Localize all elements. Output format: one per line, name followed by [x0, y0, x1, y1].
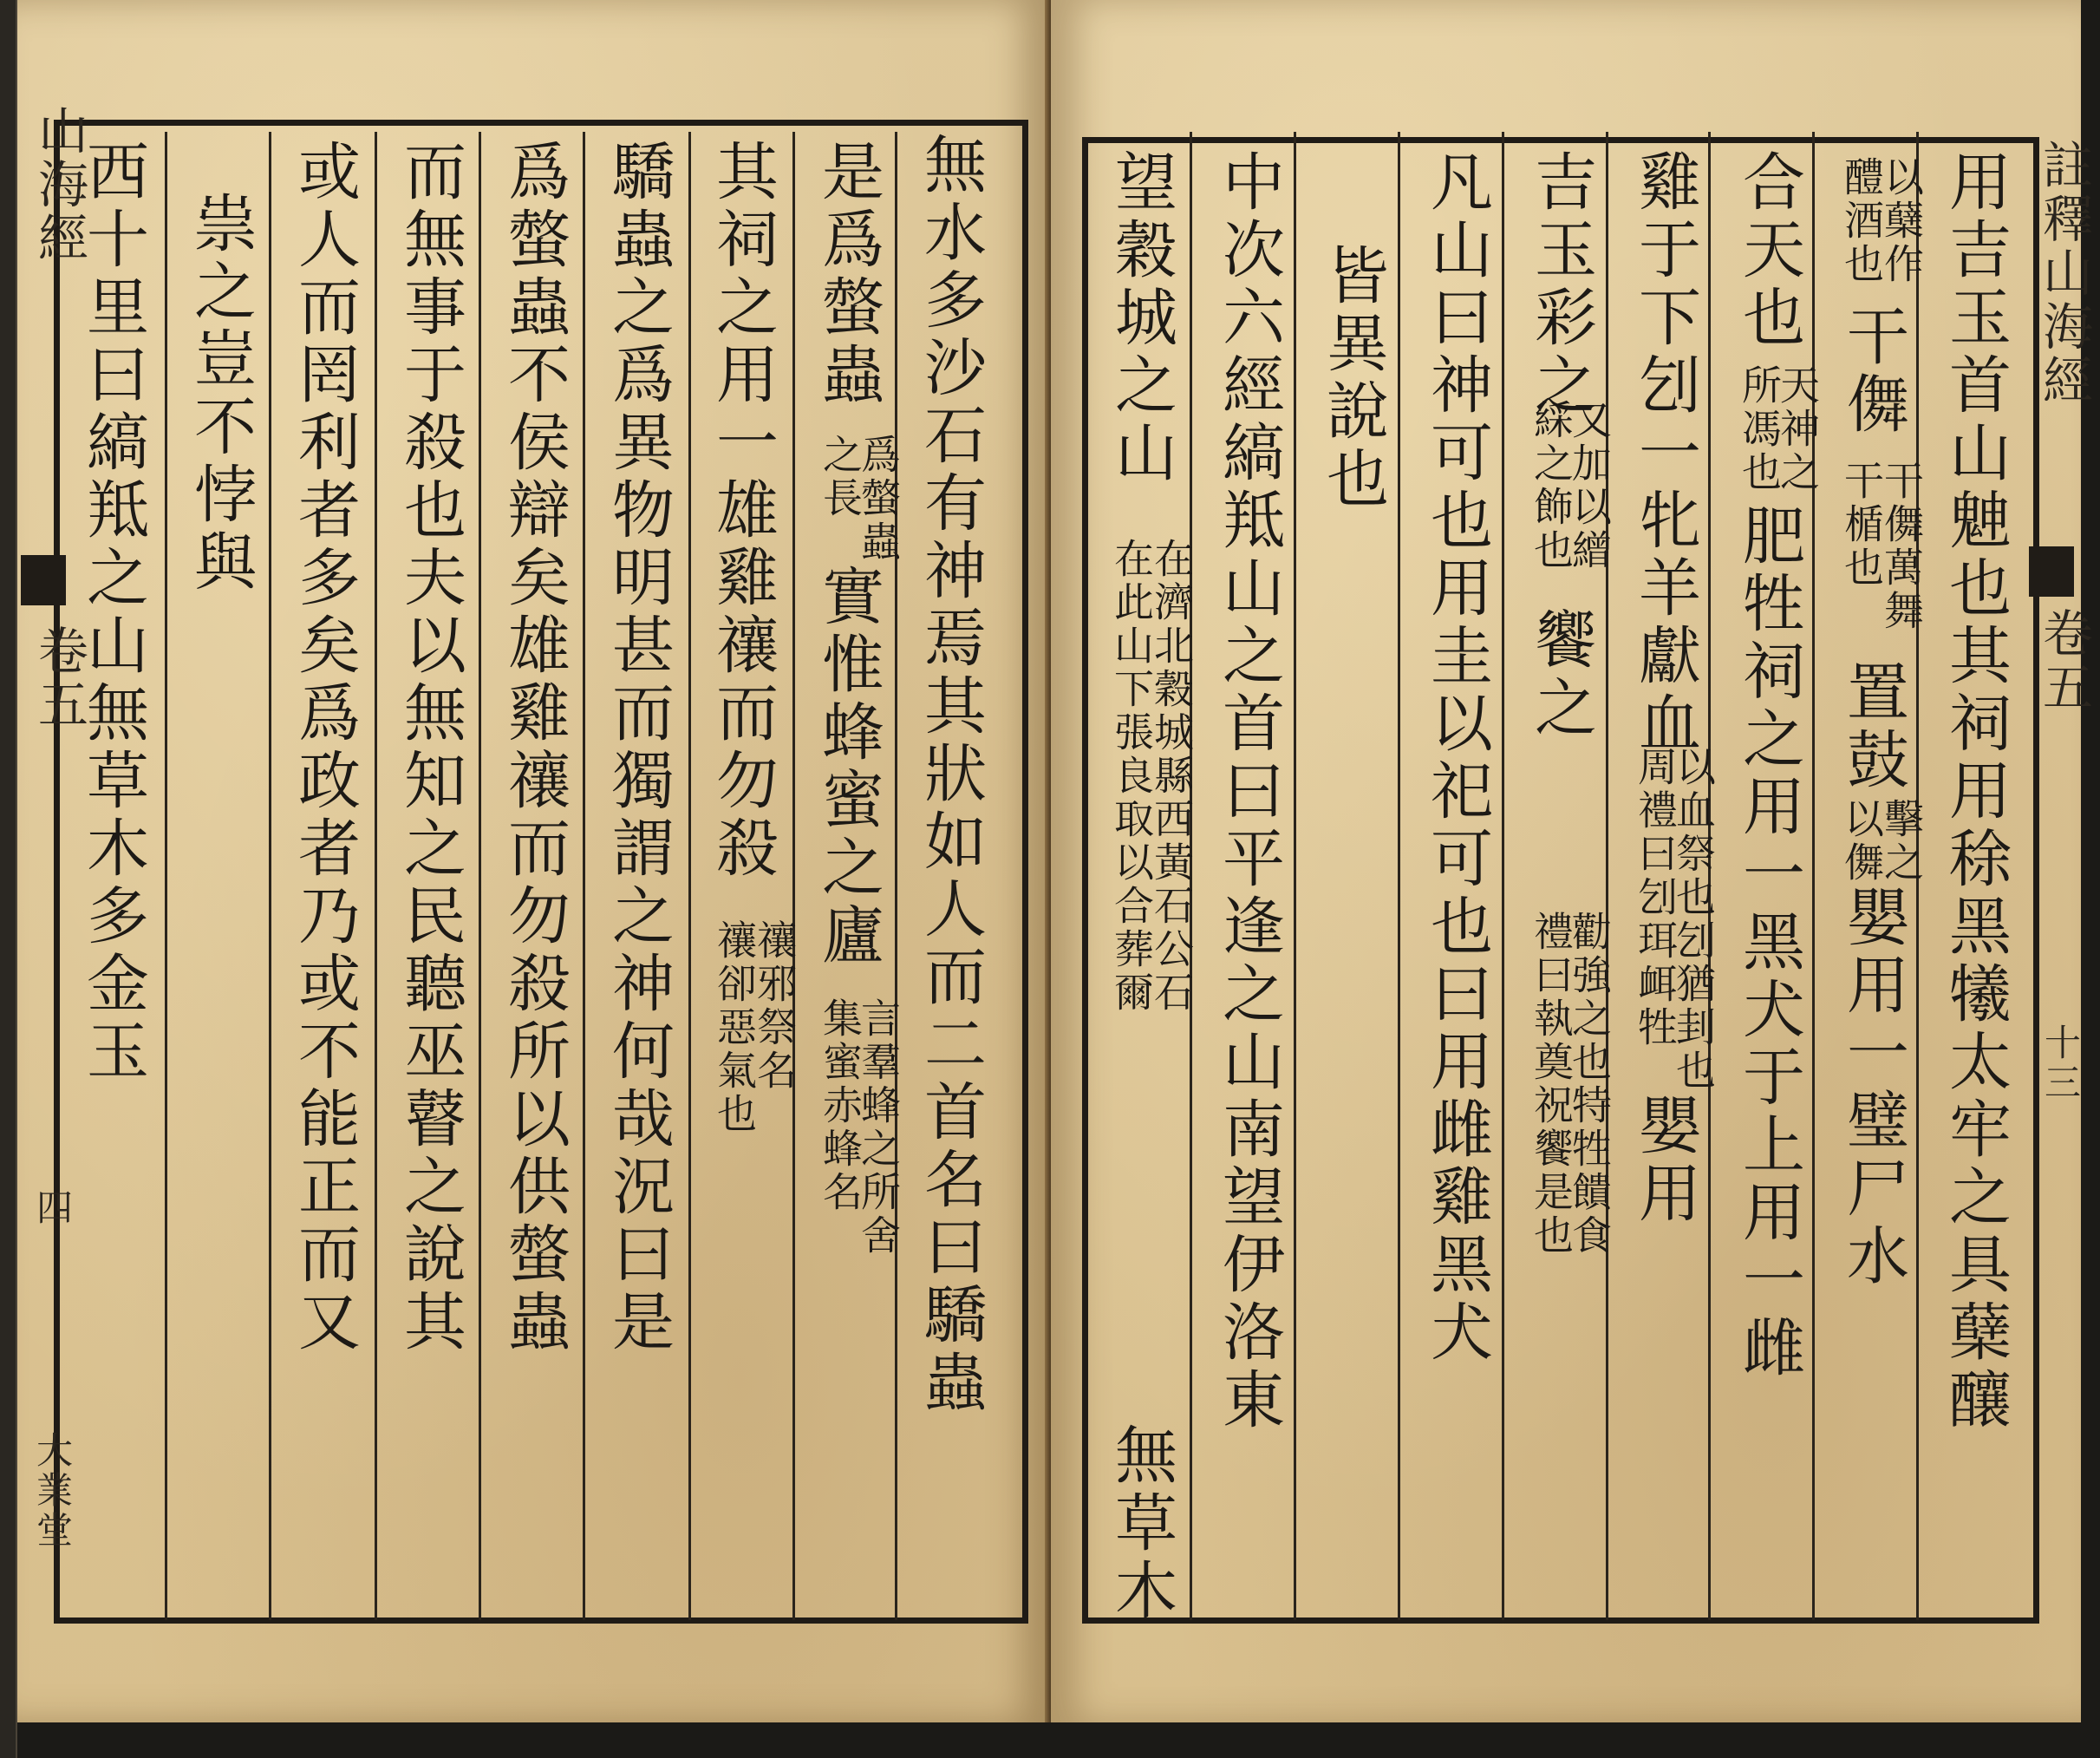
text-column: 肥牲祠之用一黑犬于上用一雌 [1732, 503, 1805, 1382]
text-column: 干儛 [1836, 304, 1909, 439]
text-column: 是爲螫蟲 [812, 139, 884, 409]
commentary-column: 又加以繒 [1566, 399, 1613, 572]
text-column: 望穀城之山 [1105, 149, 1177, 487]
text-column: 無草木 [1105, 1422, 1177, 1625]
column-rule [688, 132, 691, 1620]
text-column: 實惟蜂蜜之廬 [812, 564, 884, 970]
commentary-column: 在濟北穀城縣西黃石公石 [1148, 538, 1195, 1015]
column-rule [165, 132, 167, 1620]
right-margin-page: 十三 [2039, 1023, 2082, 1103]
left-margin-fishtail [21, 555, 66, 605]
commentary-column: 勸強之也特牲饋食 [1566, 911, 1613, 1258]
commentary-column: 集蜜赤蜂名 [817, 997, 864, 1214]
column-rule [1812, 132, 1815, 1620]
commentary-column: 周禮曰刉珥衈牲 [1632, 746, 1679, 1049]
left-margin-title: 山海經 [29, 104, 88, 265]
text-column: 嬰用一璧尸水 [1836, 885, 1909, 1291]
text-column: 吉玉彩之 [1524, 149, 1597, 420]
commentary-column: 以儛 [1838, 798, 1885, 885]
commentary-column: 天神之 [1774, 364, 1821, 494]
text-column: 雞于下刉一牝羊獻血 [1628, 149, 1701, 758]
column-rule [1606, 132, 1608, 1620]
text-column: 驕蟲之爲異物明甚而獨謂之神何哉況曰是 [602, 139, 675, 1356]
commentary-column: 爲螫蟲 [855, 434, 902, 564]
text-column: 西十里曰縞羝之山無草木多金玉 [76, 139, 149, 1086]
column-rule [792, 132, 795, 1620]
text-column: 或人而罔利者多矣爲政者乃或不能正而又 [288, 139, 361, 1356]
commentary-column: 在此山下張良取以合葬爾 [1108, 538, 1155, 1015]
commentary-column: 言羣蜂之所舍 [855, 997, 902, 1258]
column-rule [895, 132, 897, 1620]
left-margin-publisher: 大業堂 [31, 1431, 74, 1551]
right-margin-fishtail [2029, 546, 2074, 597]
right-page [1051, 0, 2093, 1722]
text-column: 饗之 [1524, 607, 1597, 742]
scanner-ruler-strip [0, 0, 17, 1758]
text-column: 用吉玉首山䰠也其祠用稌黑犧太牢之具蘖釀 [1939, 149, 2012, 1435]
commentary-column: 擊之 [1878, 798, 1925, 885]
left-page [17, 0, 1049, 1722]
commentary-column: 綵之飾也 [1528, 399, 1575, 572]
column-rule [1398, 132, 1400, 1620]
left-margin-page: 四 [31, 1188, 74, 1228]
text-column: 爲螫蟲不侯辯矣雄雞禳而勿殺所以供螫蟲 [498, 139, 571, 1356]
text-column: 嬰用 [1628, 1093, 1701, 1228]
column-rule [375, 132, 377, 1620]
commentary-column: 干楯也 [1838, 460, 1885, 590]
column-rule [1502, 132, 1504, 1620]
commentary-column: 之長 [817, 434, 864, 520]
commentary-column: 禳邪祭名 [751, 919, 798, 1093]
text-column: 凡山曰神可也用圭以祀可也曰用雌雞黑犬 [1420, 149, 1493, 1367]
commentary-column: 禳卻惡氣也 [711, 919, 758, 1136]
commentary-column: 干儛萬舞 [1878, 460, 1925, 633]
column-rule [583, 132, 585, 1620]
text-column: 祟之豈不悖與 [184, 191, 257, 597]
column-rule [479, 132, 481, 1620]
text-column: 無水多沙石有神焉其狀如人而二首名曰驕蟲 [914, 132, 987, 1417]
commentary-column: 以蘖作 [1878, 156, 1925, 286]
commentary-column: 醴酒也 [1838, 156, 1885, 286]
commentary-column: 以血祭也刉猶刲也 [1670, 746, 1717, 1093]
right-margin-volume: 卷五 [2034, 607, 2093, 715]
text-column: 合天也 [1732, 149, 1805, 352]
text-column: 中次六經縞羝山之首曰平逢之山南望伊洛東 [1212, 149, 1285, 1435]
text-column: 置鼓 [1836, 659, 1909, 794]
text-column: 皆異說也 [1316, 243, 1389, 513]
text-column: 而無事于殺也夫以無知之民聽巫瞽之說其 [394, 139, 466, 1356]
commentary-column: 禮曰執奠祝饗是也 [1528, 911, 1575, 1258]
right-margin-title: 註釋山海經 [2034, 139, 2093, 408]
commentary-column: 所馮也 [1736, 364, 1783, 494]
column-rule [1294, 132, 1296, 1620]
left-margin-volume: 卷五 [29, 624, 88, 732]
text-column: 其祠之用一雄雞禳而勿殺 [706, 139, 779, 883]
column-rule [269, 132, 271, 1620]
